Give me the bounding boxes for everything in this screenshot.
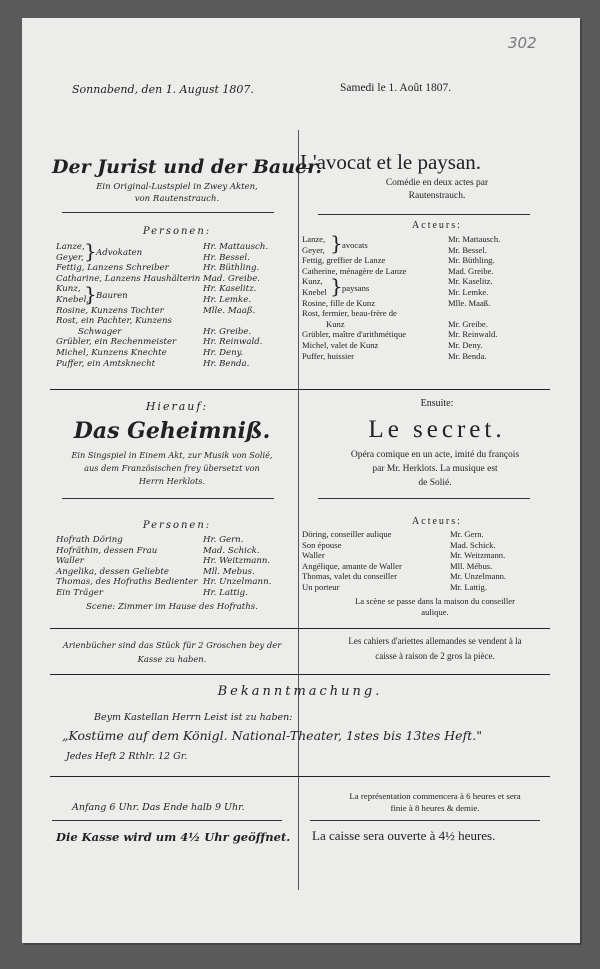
role: Grübler, ein Rechenmeister bbox=[56, 337, 177, 348]
libretto-note-german-2: Kasse zu haben. bbox=[137, 654, 207, 664]
role: Thomas, valet du conseiller bbox=[302, 571, 397, 582]
actor: Hr. Mattausch. bbox=[203, 242, 269, 252]
play1-brace-french-2: paysans bbox=[342, 283, 370, 293]
role: Michel, valet de Kunz bbox=[302, 339, 379, 350]
notice-line-3: Jedes Heft 2 Rthlr. 12 Gr. bbox=[66, 751, 188, 762]
play1-subtitle-german-1: Ein Original-Lustspiel in Zwey Akten, bbox=[96, 182, 258, 192]
role: Geyer, bbox=[302, 244, 325, 255]
play2-scene-german: Scene: Zimmer im Hause des Hofraths. bbox=[86, 602, 258, 612]
actor: Hr. Reinwald. bbox=[203, 337, 263, 348]
role: Waller bbox=[56, 556, 84, 567]
rule bbox=[310, 820, 540, 821]
play2-cast-heading-german: Personen: bbox=[142, 520, 212, 531]
play1-actors-french bbox=[448, 234, 500, 361]
play2-actors-german bbox=[203, 535, 271, 599]
start-time-french-1: La représentation commencera à 6 heures et sera bbox=[349, 791, 521, 801]
role: Geyer, bbox=[56, 252, 84, 263]
actor: Mr. Deny. bbox=[448, 339, 483, 350]
actor: Mr. Kaselitz. bbox=[448, 276, 493, 287]
role: Fettig, Lanzens Schreiber bbox=[56, 263, 169, 274]
play1-title-german: Der Jurist und der Bauer. bbox=[52, 156, 322, 178]
play1-subtitle-french-2: Rautenstrauch. bbox=[408, 191, 466, 201]
role: Hofräthin, dessen Frau bbox=[56, 545, 158, 556]
role: Schwager bbox=[78, 326, 122, 337]
role: Rosine, fille de Kunz bbox=[302, 297, 376, 308]
role: Grübler, maître d'arithmétique bbox=[302, 329, 407, 340]
play1-title-french: L'avocat et le paysan. bbox=[300, 150, 482, 174]
role: Angélique, amante de Waller bbox=[302, 560, 402, 571]
role: Fettig, greffier de Lanze bbox=[302, 255, 386, 266]
rule bbox=[318, 214, 530, 215]
play2-subtitle-french-2: par Mr. Herklots. La musique est bbox=[372, 464, 498, 474]
role: Son épouse bbox=[302, 539, 342, 550]
actor: Hr. Lattig. bbox=[203, 587, 248, 598]
play2-cast-heading-french: Acteurs: bbox=[412, 516, 462, 527]
play2-subtitle-german-2: aus dem Französischen frey übersetzt von bbox=[84, 463, 260, 473]
actor: Hr. Unzelmann. bbox=[203, 577, 272, 588]
start-time-french-2: finie à 8 heures & demie. bbox=[390, 803, 480, 813]
play1-roles-french bbox=[302, 231, 407, 361]
role: Puffer, huissier bbox=[302, 350, 355, 361]
libretto-note-french-2: caisse à raison de 2 gros la pièce. bbox=[375, 651, 495, 661]
notice-heading: Bekanntmachung. bbox=[217, 684, 383, 699]
actor: Mlle. Maaß. bbox=[203, 305, 256, 316]
actor: Mad. Schick. bbox=[450, 539, 496, 550]
actor: Mlle. Maaß. bbox=[448, 297, 491, 308]
actor: Hr. Kaselitz. bbox=[203, 284, 257, 295]
actor: Mr. Greibe. bbox=[448, 318, 488, 329]
role: Kunz bbox=[326, 318, 345, 329]
play2-title-french: Le secret. bbox=[368, 416, 506, 443]
play2-subtitle-french-1: Opéra comique en un acte, imité du françois bbox=[350, 450, 520, 460]
role: Catharine, Lanzens Haushälterin bbox=[56, 273, 201, 284]
actor: Mad. Schick. bbox=[203, 545, 260, 556]
play1-actors-german bbox=[203, 242, 268, 369]
brace-icon: } bbox=[84, 282, 97, 306]
archive-number: 302 bbox=[508, 34, 537, 52]
box-office-french: La caisse sera ouverte à 4½ heures. bbox=[312, 828, 496, 843]
actor: Mr. Lattig. bbox=[450, 581, 487, 592]
actor: Hr. Büthling. bbox=[203, 263, 260, 274]
actor: Mll. Mébus. bbox=[450, 560, 493, 571]
libretto-note-german-1: Arienbücher sind das Stück für 2 Groschen bey der bbox=[62, 640, 282, 650]
brace-icon: } bbox=[330, 231, 343, 255]
actor: Mr. Bessel. bbox=[448, 244, 487, 255]
actor: Mr. Mattausch. bbox=[448, 234, 501, 244]
role: Rost, fermier, beau-frère de bbox=[302, 308, 397, 319]
actor: Hr. Benda. bbox=[203, 358, 250, 369]
actor: Mr. Weitzmann. bbox=[450, 550, 506, 561]
brace-icon: } bbox=[84, 239, 97, 263]
role: Thomas, des Hofraths Bedienter bbox=[56, 577, 198, 588]
actor: Hr. Weitzmann. bbox=[203, 556, 271, 567]
actor bbox=[203, 316, 268, 327]
role: Angelika, dessen Geliebte bbox=[56, 566, 169, 577]
role: Kunz, bbox=[56, 284, 81, 295]
rule bbox=[62, 498, 274, 499]
start-time-german: Anfang 6 Uhr. Das Ende halb 9 Uhr. bbox=[72, 802, 245, 813]
rule bbox=[50, 674, 550, 675]
play2-intro-french: Ensuite: bbox=[420, 398, 454, 409]
role: Puffer, ein Amtsknecht bbox=[56, 358, 156, 369]
play1-cast-heading-french: Acteurs: bbox=[412, 220, 462, 231]
play2-roles-french bbox=[302, 529, 402, 593]
playbill-sheet bbox=[22, 18, 580, 943]
play2-subtitle-french-3: de Solié. bbox=[418, 478, 452, 488]
actor: Mr. Büthling. bbox=[448, 255, 495, 266]
rule bbox=[50, 776, 550, 777]
play1-subtitle-german-2: von Rautenstrauch. bbox=[134, 194, 220, 204]
actor: Mr. Gern. bbox=[450, 529, 484, 539]
notice-line-1: Beym Kastellan Herrn Leist ist zu haben: bbox=[94, 712, 293, 723]
play2-title-german: Das Geheimniß. bbox=[73, 418, 271, 444]
actor: Hr. Greibe. bbox=[203, 326, 252, 337]
notice-line-2: „Kostüme auf dem Königl. National-Theater, 1stes bis 13tes Heft." bbox=[62, 728, 482, 743]
role: Rost, ein Pachter, Kunzens bbox=[56, 316, 172, 327]
actor: Mr. Unzelmann. bbox=[450, 571, 507, 582]
actor: Hr. Gern. bbox=[203, 535, 244, 545]
role: Hofrath Döring bbox=[56, 535, 123, 545]
date-french: Samedi le 1. Août 1807. bbox=[340, 82, 452, 94]
play2-subtitle-german-3: Herrn Herklots. bbox=[138, 476, 206, 486]
date-german: Sonnabend, den 1. August 1807. bbox=[72, 83, 254, 96]
actor: Hr. Bessel. bbox=[203, 252, 250, 263]
role: Ein Träger bbox=[56, 587, 103, 598]
role: Lanze, bbox=[56, 242, 85, 252]
play2-intro-german: Hierauf: bbox=[145, 400, 209, 413]
play1-brace-french-1: avocats bbox=[342, 240, 368, 250]
actor: Mr. Lemke. bbox=[448, 286, 489, 297]
actor: Mad. Greibe. bbox=[203, 273, 261, 284]
actor: Mr. Reinwald. bbox=[448, 329, 498, 340]
actor: Mll. Mebus. bbox=[203, 566, 255, 577]
rule bbox=[62, 212, 274, 213]
role: Knebel bbox=[302, 286, 327, 297]
play1-roles-german bbox=[56, 239, 201, 369]
role: Knebel, bbox=[56, 294, 90, 305]
play1-subtitle-french-1: Comédie en deux actes par bbox=[385, 178, 489, 188]
role: Michel, Kunzens Knechte bbox=[56, 347, 167, 358]
play2-roles-german bbox=[56, 535, 197, 599]
actor bbox=[448, 308, 500, 319]
role: Catherine, ménagère de Lanze bbox=[302, 265, 407, 276]
actor: Mr. Benda. bbox=[448, 350, 487, 361]
libretto-note-french-1: Les cahiers d'ariettes allemandes se vendent à la bbox=[348, 636, 522, 646]
rule bbox=[52, 820, 282, 821]
role: Lanze, bbox=[302, 234, 326, 244]
play2-scene-french-2: aulique. bbox=[421, 607, 449, 617]
play1-brace-german-1: Advokaten bbox=[96, 248, 143, 258]
actor: Hr. Lemke. bbox=[203, 294, 252, 305]
box-office-german: Die Kasse wird um 4½ Uhr geöffnet. bbox=[56, 830, 291, 844]
role: Döring, conseiller aulique bbox=[302, 529, 392, 539]
play1-cast-heading-german: Personen: bbox=[142, 226, 212, 237]
rule bbox=[50, 389, 550, 390]
play2-actors-french bbox=[450, 529, 506, 593]
rule bbox=[50, 628, 550, 629]
role: Rosine, Kunzens Tochter bbox=[56, 305, 164, 316]
actor: Mad. Greibe. bbox=[448, 265, 494, 276]
play1-brace-german-2: Bauren bbox=[96, 291, 128, 301]
role: Kunz, bbox=[302, 276, 323, 287]
actor: Hr. Deny. bbox=[203, 347, 244, 358]
play2-scene-french-1: La scène se passe dans la maison du conseiller bbox=[355, 596, 515, 606]
rule bbox=[318, 498, 530, 499]
brace-icon: } bbox=[330, 274, 343, 298]
play2-subtitle-german-1: Ein Singspiel in Einem Akt, zur Musik von Solié, bbox=[71, 450, 273, 460]
role: Un porteur bbox=[302, 581, 340, 592]
role: Waller bbox=[302, 550, 325, 561]
